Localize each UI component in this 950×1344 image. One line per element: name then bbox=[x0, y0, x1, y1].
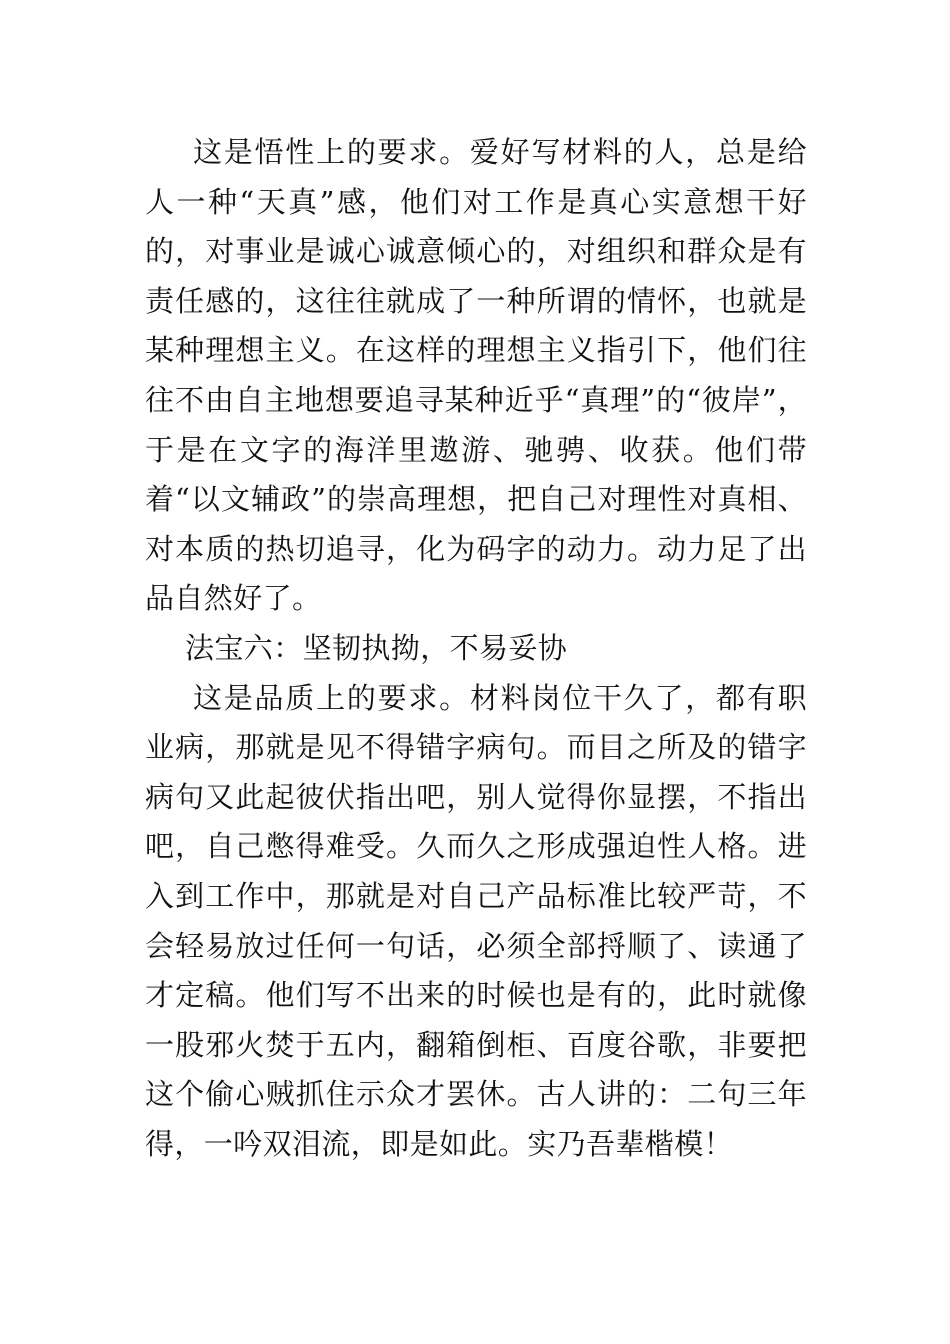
paragraph-quality: 这是品质上的要求。材料岗位干久了，都有职业病，那就是见不得错字病句。而目之所及的错字病句又此起彼伏指出吧，别人觉得你显摆，不指出吧，自己憋得难受。久而久之形成强迫性人格。进入到工作中，那就是对自己产品标准比较严苛，不会轻易放过任何一句话，必须全部捋顺了、读通了才定稿。他们写不出来的时候也是有的，此时就像一股邪火焚于五内，翻箱倒柜、百度谷歌，非要把这个偷心贼抓住示众才罢休。古人讲的：二句三年得，一吟双泪流，即是如此。实乃吾辈楷模！ bbox=[145, 680, 807, 1161]
document-body bbox=[145, 128, 807, 1169]
section-heading-method-six: 法宝六：坚韧执拗，不易妥协 bbox=[185, 630, 568, 665]
paragraph-understanding: 这是悟性上的要求。爱好写材料的人，总是给人一种“天真”感，他们对工作是真心实意想干好的，对事业是诚心诚意倾心的，对组织和群众是有责任感的，这往往就成了一种所谓的情怀，也就是某种理想主义。在这样的理想主义指引下，他们往往不由自主地想要追寻某种近乎“真理”的“彼岸”，于是在文字的海洋里遨游、驰骋、收获。他们带着“以文辅政”的崇高理想，把自己对理性对真相、对本质的热切追寻，化为码字的动力。动力足了出品自然好了。 bbox=[145, 135, 807, 616]
